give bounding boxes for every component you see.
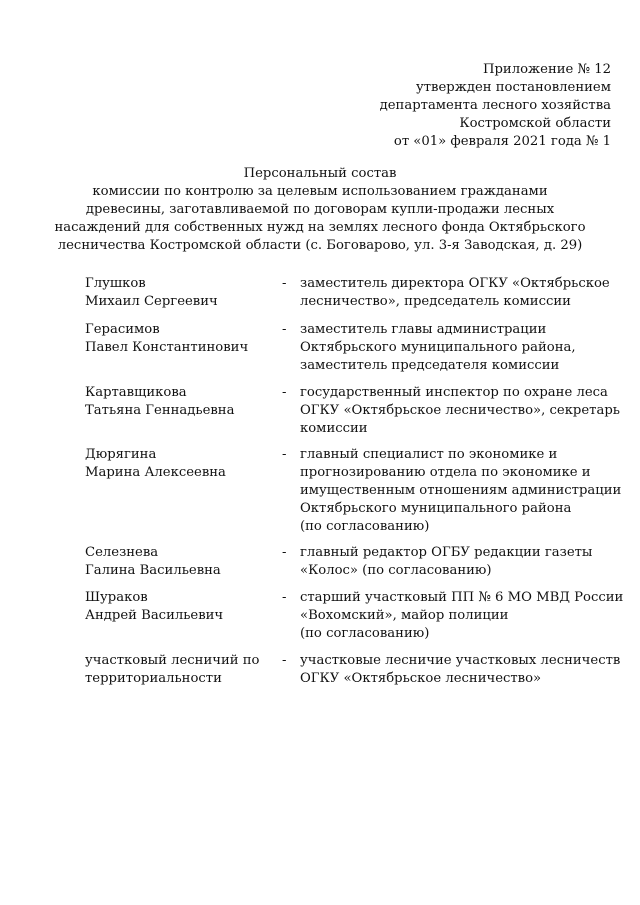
- member-role-line: ОГКУ «Октябрьское лесничество»: [300, 671, 542, 686]
- member-given-names: Михаил Сергеевич: [85, 294, 218, 309]
- member-dash: -: [282, 385, 287, 400]
- member-surname: Шураков: [85, 590, 148, 605]
- member-name: [85, 544, 285, 580]
- member-surname: Глушков: [85, 276, 146, 291]
- title-line: комиссии по контролю за целевым использованием гражданами: [92, 184, 548, 199]
- member-dash: -: [282, 322, 287, 337]
- member-role-line: лесничество», председатель комиссии: [300, 294, 571, 309]
- member-role-line: (по согласованию): [300, 519, 430, 534]
- member-surname: Селезнева: [85, 545, 159, 560]
- member-role-line: комиссии: [300, 421, 368, 436]
- member-role-line: «Вохомский», майор полиции: [300, 608, 509, 623]
- member-name: [85, 275, 285, 311]
- title-line: лесничества Костромской области (с. Боговарово, ул. 3-я Заводская, д. 29): [57, 238, 583, 253]
- member-surname: Картавщикова: [85, 385, 187, 400]
- member-dash: -: [282, 653, 287, 668]
- member-role-line: заместитель председателя комиссии: [300, 358, 560, 373]
- member-given-names: Галина Васильевна: [85, 563, 221, 578]
- member-role-line: «Колос» (по согласованию): [300, 563, 492, 578]
- member-role: [300, 275, 620, 311]
- approval-line: утвержден постановлением: [415, 80, 611, 95]
- member-name: [85, 384, 285, 420]
- title-line: насаждений для собственных нужд на землях лесного фонда Октябрьского: [54, 220, 586, 235]
- member-given-names: Андрей Васильевич: [85, 608, 224, 623]
- member-role: [300, 589, 624, 643]
- appendix-number: Приложение № 12: [482, 62, 611, 77]
- document-title: [30, 165, 610, 255]
- member-role-line: ОГКУ «Октябрьское лесничество», секретарь: [300, 403, 620, 418]
- department-line: департамента лесного хозяйства: [379, 98, 611, 113]
- member-surname: Герасимов: [85, 322, 160, 337]
- member-role-line: (по согласованию): [300, 626, 430, 641]
- member-role: [300, 321, 620, 375]
- member-role: [300, 652, 620, 688]
- member-role-line: участковые лесничие участковых лесничеств: [300, 653, 621, 668]
- member-name: [85, 321, 285, 357]
- member-role-line: имущественным отношениям администрации: [300, 483, 622, 498]
- member-role: [300, 446, 620, 536]
- region-line: Костромской области: [459, 116, 611, 131]
- member-dash: -: [282, 590, 287, 605]
- member-role-line: Октябрьского муниципального района: [300, 501, 572, 516]
- member-dash: -: [282, 276, 287, 291]
- member-role-line: прогнозированию отдела по экономике и: [300, 465, 591, 480]
- member-given-names: Татьяна Геннадьевна: [85, 403, 235, 418]
- member-given-names: территориальности: [85, 671, 222, 686]
- member-role-line: заместитель главы администрации: [300, 322, 547, 337]
- member-name: [85, 589, 285, 625]
- member-role-line: Октябрьского муниципального района,: [300, 340, 576, 355]
- decree-date-line: от «01» февраля 2021 года № 1: [393, 134, 611, 149]
- member-name: [85, 652, 285, 688]
- member-dash: -: [282, 545, 287, 560]
- title-line: древесины, заготавливаемой по договорам купли-продажи лесных: [85, 202, 555, 217]
- member-given-names: Павел Константинович: [85, 340, 249, 355]
- member-dash: -: [282, 447, 287, 462]
- member-role-line: старший участковый ПП № 6 МО МВД России: [300, 590, 624, 605]
- member-role-line: государственный инспектор по охране леса: [300, 385, 608, 400]
- member-surname: участковый лесничий по: [85, 653, 260, 668]
- member-surname: Дюрягина: [85, 447, 157, 462]
- member-role-line: заместитель директора ОГКУ «Октябрьское: [300, 276, 610, 291]
- member-role: [300, 544, 620, 580]
- member-role-line: главный редактор ОГБУ редакции газеты: [300, 545, 593, 560]
- member-role: [300, 384, 620, 438]
- title-line: Персональный состав: [243, 166, 397, 181]
- approval-header: [380, 61, 611, 151]
- member-given-names: Марина Алексеевна: [85, 465, 226, 480]
- member-role-line: главный специалист по экономике и: [300, 447, 558, 462]
- member-name: [85, 446, 285, 482]
